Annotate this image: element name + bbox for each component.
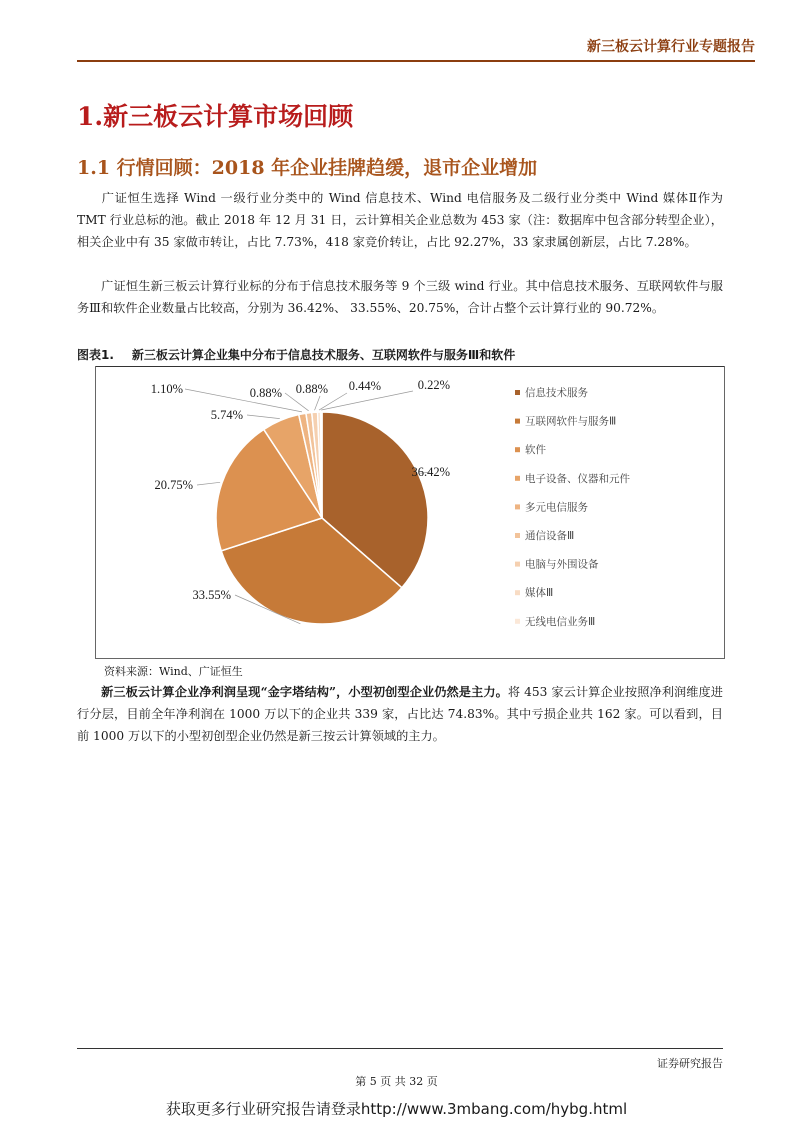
paragraph-1	[77, 187, 723, 254]
pie-percent-label: 0.88%	[295, 382, 328, 396]
pie-slices	[216, 412, 428, 624]
section-title: 1.新三板云计算市场回顾	[77, 102, 354, 131]
figure-label: 图表1.	[77, 348, 114, 362]
header-divider	[77, 60, 755, 62]
pie-percent-label: 36.42%	[411, 465, 450, 479]
legend-label: 电脑与外围设备	[525, 558, 599, 571]
legend-swatch	[515, 533, 520, 538]
subsection-title: 1.1 行情回顾：2018 年企业挂牌趋缓，退市企业增加	[77, 157, 538, 179]
figure-source: 资料来源：Wind、广证恒生	[104, 665, 243, 678]
pie-percent-label: 0.22%	[417, 378, 450, 392]
paragraph-3-lead: 新三板云计算企业净利润呈现“金字塔结构”，小型初创型企业仍然是主力。	[101, 685, 508, 699]
footer-divider	[77, 1048, 723, 1049]
legend-label: 电子设备、仪器和元件	[525, 472, 630, 485]
pie-chart	[95, 366, 723, 658]
legend-label: 软件	[525, 444, 546, 457]
paragraph-2	[77, 275, 723, 319]
pie-leader-line	[247, 415, 280, 419]
report-header-title: 新三板云计算行业专题报告	[587, 39, 755, 55]
pie-leader-line	[197, 482, 220, 485]
page-number: 第 5 页 共 32 页	[355, 1075, 438, 1088]
pie-percent-label: 33.55%	[192, 588, 231, 602]
pie-leader-line	[315, 396, 320, 410]
legend-swatch	[515, 562, 520, 567]
paragraph-1-text: 广证恒生选择 Wind 一级行业分类中的 Wind 信息技术、Wind 电信服务及二级行业分类中 Wind 媒体Ⅱ作为 TMT 行业总标的池。截止 2018 年 12 月 31 日，云计算相关企业总数为 453 家（注：数据库中包含部分转型企业），相关企业中有 35 家做市转让，占比 7.73%，418 家竞价转让，占比 92.27%，33 家隶属创新层，占比 7.28%。	[77, 191, 723, 250]
figure-caption	[77, 346, 723, 363]
chart-legend	[515, 386, 630, 628]
legend-swatch	[515, 476, 520, 481]
paragraph-3-text: 将 453 家云计算企业按照净利润维度进行分层，目前全年净利润在 1000 万以下的企业共 339 家，占比达 74.83%。其中亏损企业共 162 家。可以看到，目前 1000 万以下的小型初创型企业仍然是新三按云计算领域的主力。	[77, 685, 723, 744]
legend-swatch	[515, 590, 520, 595]
legend-label: 互联网软件与服务Ⅲ	[525, 415, 617, 428]
legend-label: 媒体Ⅲ	[525, 587, 554, 600]
pie-percent-label: 0.44%	[348, 379, 381, 393]
legend-label: 多元电信服务	[525, 501, 588, 514]
pie-percent-label: 5.74%	[210, 408, 243, 422]
legend-swatch	[515, 619, 520, 624]
footer-report-type: 证券研究报告	[657, 1057, 723, 1070]
pie-leader-line	[185, 389, 302, 412]
pie-percent-label: 20.75%	[154, 478, 193, 492]
paragraph-2-text: 广证恒生新三板云计算行业标的分布于信息技术服务等 9 个三级 wind 行业。其中信息技术服务、互联网软件与服务Ⅲ和软件企业数量占比较高，分别为 36.42%、 33.55%、20.75%，合计占整个云计算行业的 90.72%。	[77, 279, 723, 316]
legend-label: 通信设备Ⅲ	[525, 530, 575, 542]
legend-label: 无线电信业务Ⅲ	[525, 615, 596, 628]
legend-swatch	[515, 447, 520, 452]
promo-link-text[interactable]: 获取更多行业研究报告请登录http://www.3mbang.com/hybg.html	[165, 1100, 628, 1118]
legend-label: 信息技术服务	[525, 387, 588, 399]
pie-percent-label: 1.10%	[150, 382, 183, 396]
figure-caption-text: 新三板云计算企业集中分布于信息技术服务、互联网软件与服务Ⅲ和软件	[131, 348, 516, 362]
legend-swatch	[515, 390, 520, 395]
legend-swatch	[515, 504, 520, 509]
pie-percent-label: 0.88%	[249, 386, 282, 400]
paragraph-3	[77, 681, 723, 748]
legend-swatch	[515, 419, 520, 424]
